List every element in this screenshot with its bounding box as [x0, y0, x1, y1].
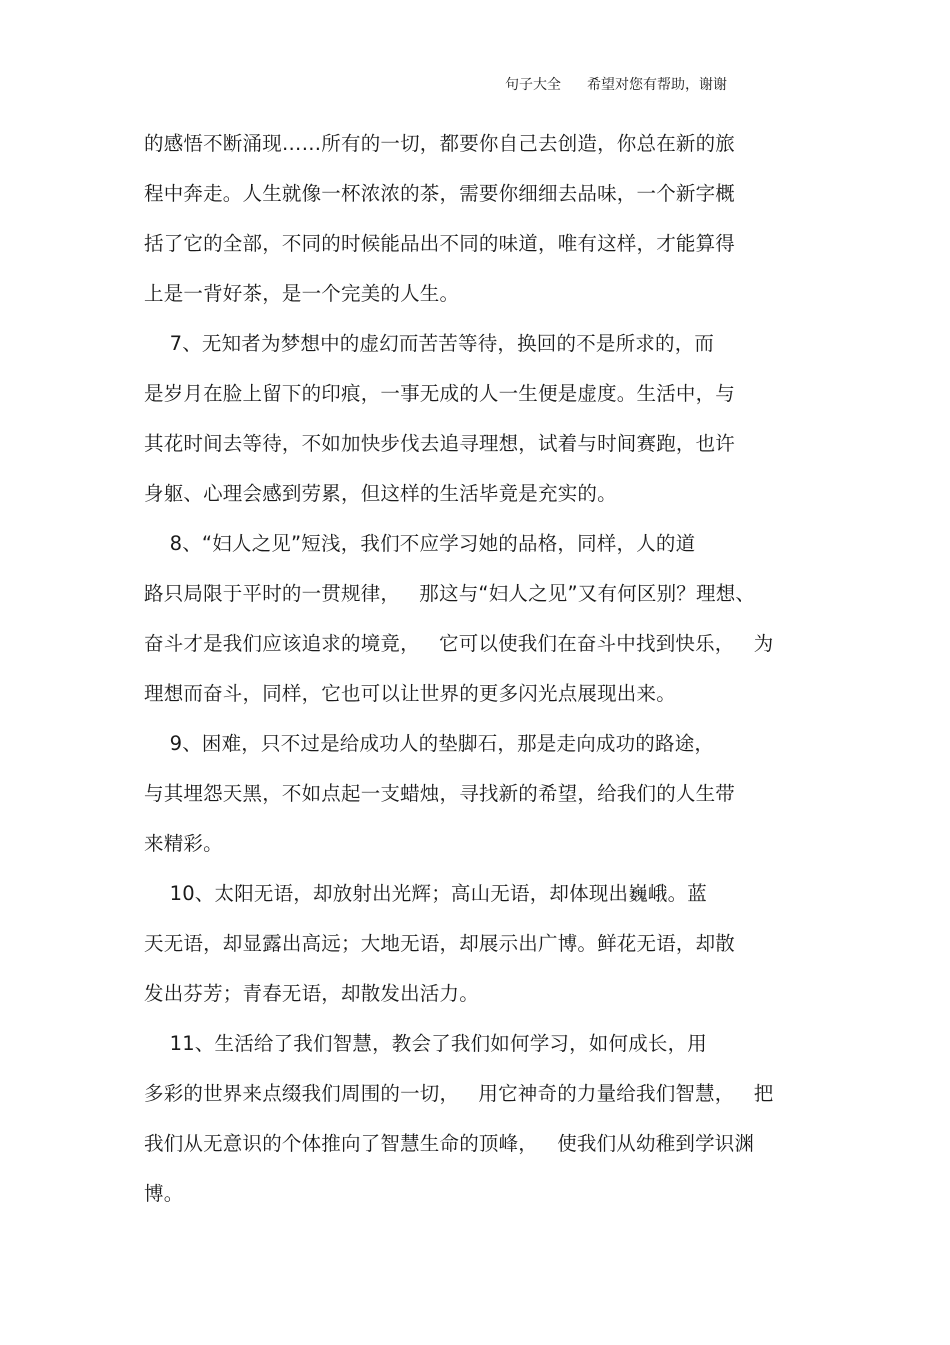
header-left-text: 句子大全	[505, 77, 561, 93]
text-line: 发出芬芳；青春无语，却散发出活力。	[144, 982, 479, 1005]
text-line: 来精彩。	[144, 832, 223, 855]
text-line: 其花时间去等待，不如加快步伐去追寻理想，试着与时间赛跑，也许	[144, 432, 736, 455]
text-line: 上是一背好茶，是一个完美的人生。	[144, 282, 460, 305]
text-line: 理想而奋斗，同样，它也可以让世界的更多闪光点展现出来。	[144, 682, 676, 705]
page-header	[505, 74, 727, 94]
text-line: 奋斗才是我们应该追求的境竟， 它可以使我们在奋斗中找到快乐， 为	[144, 632, 774, 655]
text-line: 的感悟不断涌现……所有的一切，都要你自己去创造，你总在新的旅	[144, 132, 736, 155]
text-line: 路只局限于平时的一贯规律， 那这与“妇人之见”又有何区别？理想、	[144, 582, 756, 605]
text-line: 11、生活给了我们智慧，教会了我们如何学习，如何成长，用	[144, 1032, 708, 1055]
text-line: 天无语，却显露出高远；大地无语，却展示出广博。鲜花无语，却散	[144, 932, 736, 955]
text-line: 与其埋怨天黑，不如点起一支蜡烛，寻找新的希望，给我们的人生带	[144, 782, 736, 805]
text-line: 10、太阳无语，却放射出光辉；高山无语，却体现出巍峨。蓝	[144, 882, 708, 905]
text-line: 括了它的全部，不同的时候能品出不同的味道，唯有这样，才能算得	[144, 232, 736, 255]
header-right-text: 希望对您有帮助，谢谢	[587, 77, 727, 93]
text-line: 是岁月在脸上留下的印痕，一事无成的人一生便是虚度。生活中，与	[144, 382, 736, 405]
text-line: 我们从无意识的个体推向了智慧生命的顶峰， 使我们从幼稚到学识渊	[144, 1132, 755, 1155]
text-line: 博。	[144, 1182, 184, 1205]
text-line: 程中奔走。人生就像一杯浓浓的茶，需要你细细去品味，一个新字概	[144, 182, 736, 205]
text-line: 8、“妇人之见”短浅，我们不应学习她的品格，同样，人的道	[144, 532, 696, 555]
text-line: 9、困难，只不过是给成功人的垫脚石，那是走向成功的路途，	[144, 732, 715, 755]
text-line: 多彩的世界来点缀我们周围的一切， 用它神奇的力量给我们智慧， 把	[144, 1082, 774, 1105]
text-line: 7、无知者为梦想中的虚幻而苦苦等待，换回的不是所求的，而	[144, 332, 715, 355]
text-line: 身躯、心理会感到劳累，但这样的生活毕竟是充实的。	[144, 482, 617, 505]
